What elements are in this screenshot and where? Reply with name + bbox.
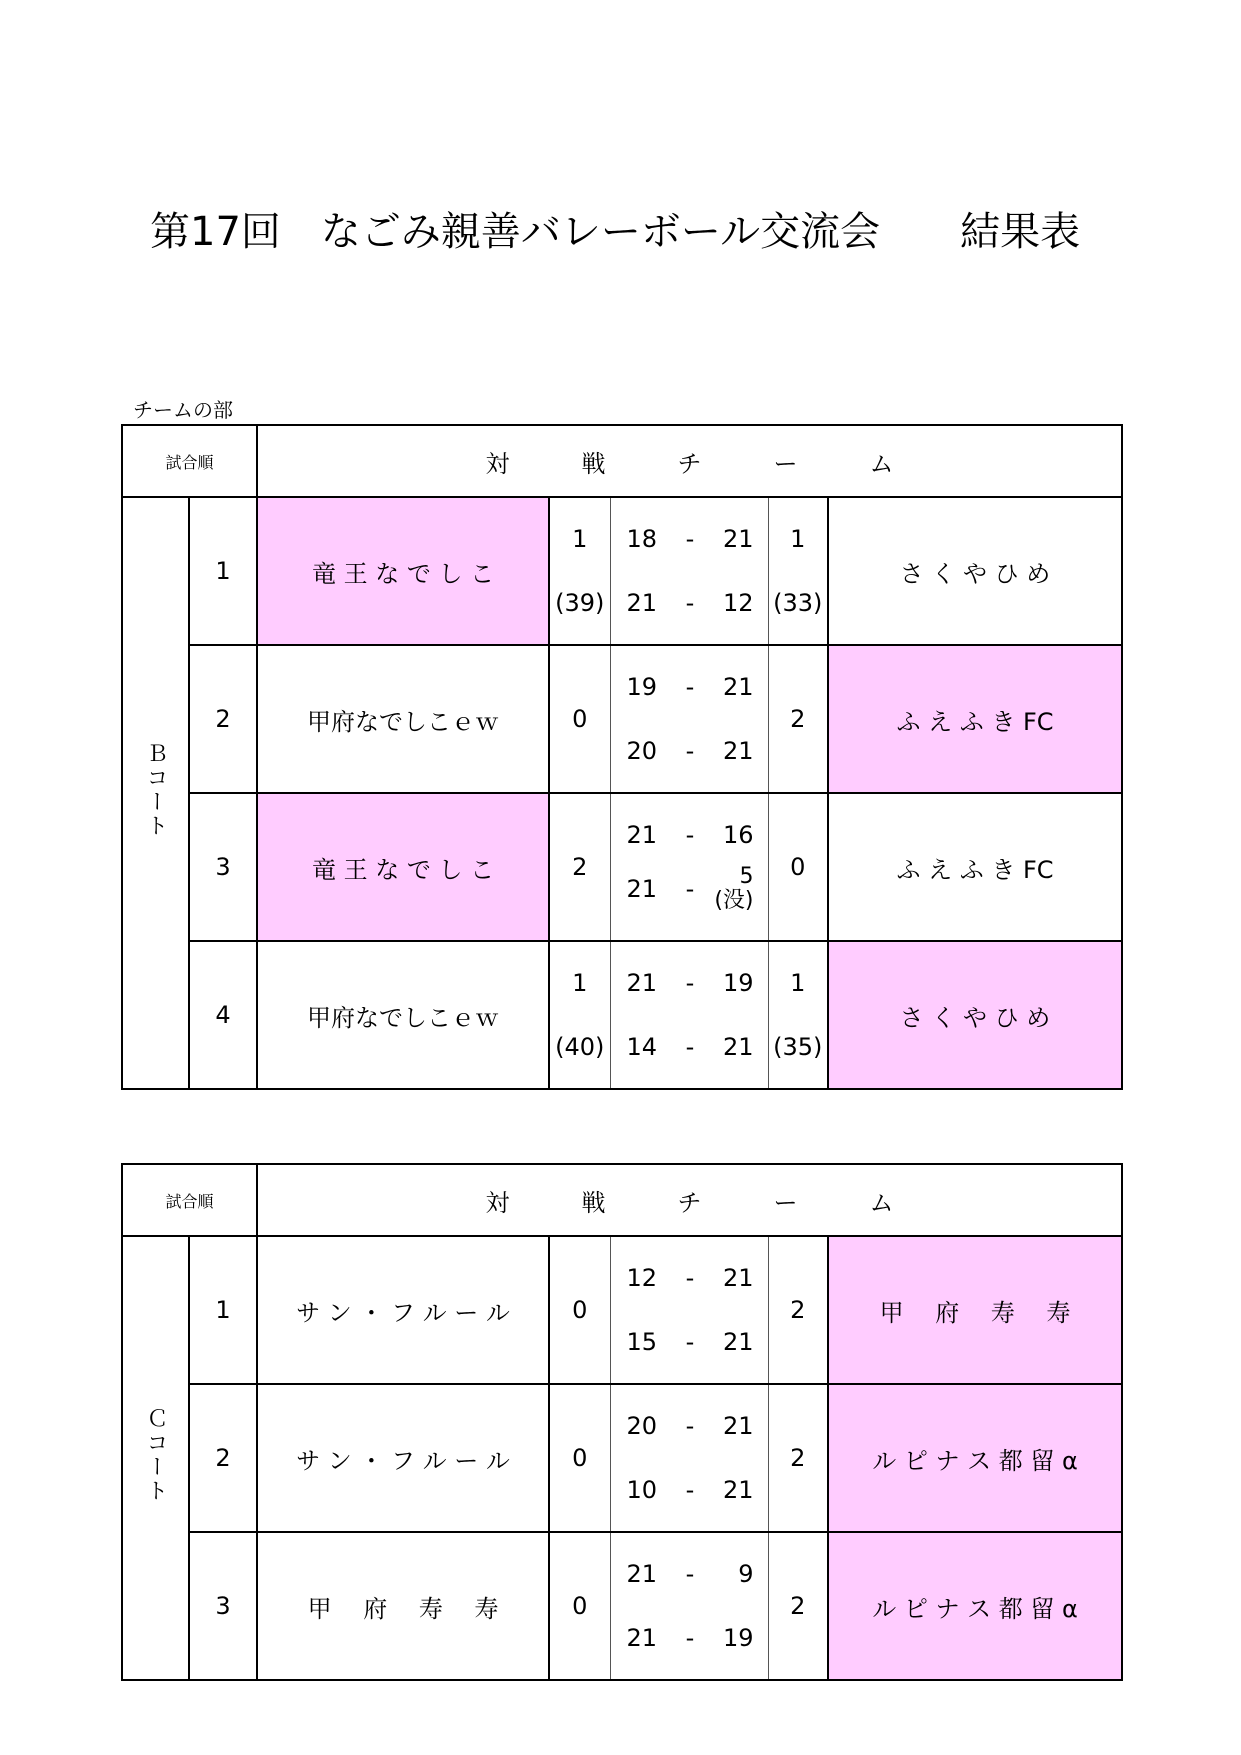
set-1-team-b: 9 <box>738 1560 754 1588</box>
team-b-total-points: (35) <box>773 1033 823 1061</box>
team-a: サ ン ・ フ ル ー ル <box>257 1384 549 1532</box>
set-1-score: 12 - 21 <box>626 1264 754 1292</box>
match-row <box>122 1384 1122 1532</box>
set-scores-cell <box>610 497 768 645</box>
team-a-sets-cell <box>549 1236 610 1384</box>
set-2-team-a: 21 <box>626 589 658 617</box>
court-label: Ｂコート <box>143 742 168 838</box>
team-b-total-points: (33) <box>773 589 823 617</box>
set-1-score: 21 - 16 <box>626 821 754 849</box>
team-b-sets-won: 2 <box>790 1296 806 1324</box>
set-2-team-a: 15 <box>626 1328 658 1356</box>
team-b-sets-cell <box>768 793 828 941</box>
match-order: 4 <box>189 941 257 1089</box>
team-a: 甲府なでしこｅｗ <box>257 645 549 793</box>
team-b-sets-cell <box>768 1384 828 1532</box>
match-order: 1 <box>189 1236 257 1384</box>
set-1-team-a: 19 <box>626 673 658 701</box>
header-teams: 対 戦 チ ー ム <box>257 425 1122 497</box>
team-b: ル ピ ナ ス 都 留 α <box>828 1384 1122 1532</box>
team-a-sets-cell <box>549 1384 610 1532</box>
match-row <box>122 1532 1122 1680</box>
set-1-score: 19 - 21 <box>626 673 754 701</box>
set-1-score: 20 - 21 <box>626 1412 754 1440</box>
team-b-sets-won: 1 <box>790 969 806 997</box>
team-a-total-points: (39) <box>555 589 605 617</box>
team-a-sets-won: 1 <box>572 969 588 997</box>
match-row <box>122 793 1122 941</box>
header-order: 試合順 <box>122 425 257 497</box>
set-1-team-b: 21 <box>722 1412 754 1440</box>
match-order: 2 <box>189 645 257 793</box>
header-teams: 対 戦 チ ー ム <box>257 1164 1122 1236</box>
set-2-team-a: 10 <box>626 1476 658 1504</box>
set-2-score: 20 - 21 <box>626 737 754 765</box>
team-a: 竜 王 な で し こ <box>257 793 549 941</box>
team-b-sets-won: 2 <box>790 705 806 733</box>
header-row <box>122 1164 1122 1236</box>
set-1-score: 18 - 21 <box>626 525 754 553</box>
header-row <box>122 425 1122 497</box>
set-1-team-a: 18 <box>626 525 658 553</box>
court-label-cell <box>122 1236 189 1680</box>
set-2-team-a: 21 <box>626 1624 658 1652</box>
court-label: Ｃコート <box>143 1407 168 1503</box>
team-b-sets-cell <box>768 941 828 1089</box>
team-a-sets-cell <box>549 645 610 793</box>
match-row <box>122 1236 1122 1384</box>
set-2-team-a: 14 <box>626 1033 658 1061</box>
team-a: 竜 王 な で し こ <box>257 497 549 645</box>
team-b: ル ピ ナ ス 都 留 α <box>828 1532 1122 1680</box>
set-1-team-b: 16 <box>722 821 754 849</box>
team-b: ふ え ふ き FC <box>828 645 1122 793</box>
forfeit-note: (没) <box>714 888 754 913</box>
team-b-sets-won: 0 <box>790 853 806 881</box>
team-a-sets-won: 0 <box>572 705 588 733</box>
set-scores-cell <box>610 1236 768 1384</box>
set-1-team-a: 21 <box>626 821 658 849</box>
match-order: 3 <box>189 1532 257 1680</box>
team-a-sets-won: 2 <box>572 853 588 881</box>
set-2-team-b: 12 <box>722 589 754 617</box>
team-b-sets-cell <box>768 645 828 793</box>
match-row <box>122 645 1122 793</box>
team-a-sets-won: 0 <box>572 1444 588 1472</box>
team-a-sets-won: 0 <box>572 1296 588 1324</box>
team-a: 甲 府 寿 寿 <box>257 1532 549 1680</box>
team-a-sets-cell <box>549 1532 610 1680</box>
team-b-sets-cell <box>768 1236 828 1384</box>
set-2-team-b: 21 <box>722 1328 754 1356</box>
match-row <box>122 497 1122 645</box>
match-row <box>122 941 1122 1089</box>
team-a-sets-won: 0 <box>572 1592 588 1620</box>
set-2-score: 21 - 12 <box>626 589 754 617</box>
section-label: チームの部 <box>133 398 233 422</box>
set-1-team-b: 21 <box>722 1264 754 1292</box>
team-b: さ く や ひ め <box>828 497 1122 645</box>
set-2-score: 10 - 21 <box>626 1476 754 1504</box>
set-1-team-b: 19 <box>722 969 754 997</box>
team-b-sets-won: 1 <box>790 525 806 553</box>
header-order: 試合順 <box>122 1164 257 1236</box>
team-b: 甲 府 寿 寿 <box>828 1236 1122 1384</box>
team-b-sets-cell <box>768 1532 828 1680</box>
set-1-team-a: 20 <box>626 1412 658 1440</box>
court-c-results-table <box>121 1163 1123 1681</box>
match-order: 2 <box>189 1384 257 1532</box>
team-b-sets-won: 2 <box>790 1592 806 1620</box>
set-2-score: 15 - 21 <box>626 1328 754 1356</box>
set-scores-cell <box>610 793 768 941</box>
set-2-score: 14 - 21 <box>626 1033 754 1061</box>
set-2-team-a: 21 <box>626 875 658 903</box>
set-scores-cell <box>610 941 768 1089</box>
team-b: ふ え ふ き FC <box>828 793 1122 941</box>
set-2-team-b: 5 (没) <box>714 864 754 913</box>
set-2-team-b: 19 <box>722 1624 754 1652</box>
match-order: 3 <box>189 793 257 941</box>
court-b-results-table <box>121 424 1123 1090</box>
team-a-sets-cell <box>549 793 610 941</box>
set-2-team-b: 21 <box>722 1033 754 1061</box>
set-1-team-a: 12 <box>626 1264 658 1292</box>
set-2-team-b: 21 <box>722 737 754 765</box>
team-a-sets-cell <box>549 941 610 1089</box>
set-1-score: 21 - 9 <box>626 1560 754 1588</box>
team-a-sets-cell <box>549 497 610 645</box>
court-label-cell <box>122 497 189 1089</box>
team-a: 甲府なでしこｅｗ <box>257 941 549 1089</box>
team-a-sets-won: 1 <box>572 525 588 553</box>
set-2-team-b: 21 <box>722 1476 754 1504</box>
page-title: 第17回 なごみ親善バレーボール交流会 結果表 <box>150 209 1081 255</box>
set-1-team-b: 21 <box>722 525 754 553</box>
set-2-score: 21 - 5 (没) <box>626 864 754 913</box>
set-1-score: 21 - 19 <box>626 969 754 997</box>
set-scores-cell <box>610 645 768 793</box>
team-b: さ く や ひ め <box>828 941 1122 1089</box>
team-b-sets-cell <box>768 497 828 645</box>
team-b-sets-won: 2 <box>790 1444 806 1472</box>
set-1-team-a: 21 <box>626 1560 658 1588</box>
team-a: サ ン ・ フ ル ー ル <box>257 1236 549 1384</box>
set-scores-cell <box>610 1532 768 1680</box>
set-1-team-a: 21 <box>626 969 658 997</box>
set-2-score: 21 - 19 <box>626 1624 754 1652</box>
set-1-team-b: 21 <box>722 673 754 701</box>
set-2-team-a: 20 <box>626 737 658 765</box>
set-scores-cell <box>610 1384 768 1532</box>
team-a-total-points: (40) <box>555 1033 605 1061</box>
match-order: 1 <box>189 497 257 645</box>
